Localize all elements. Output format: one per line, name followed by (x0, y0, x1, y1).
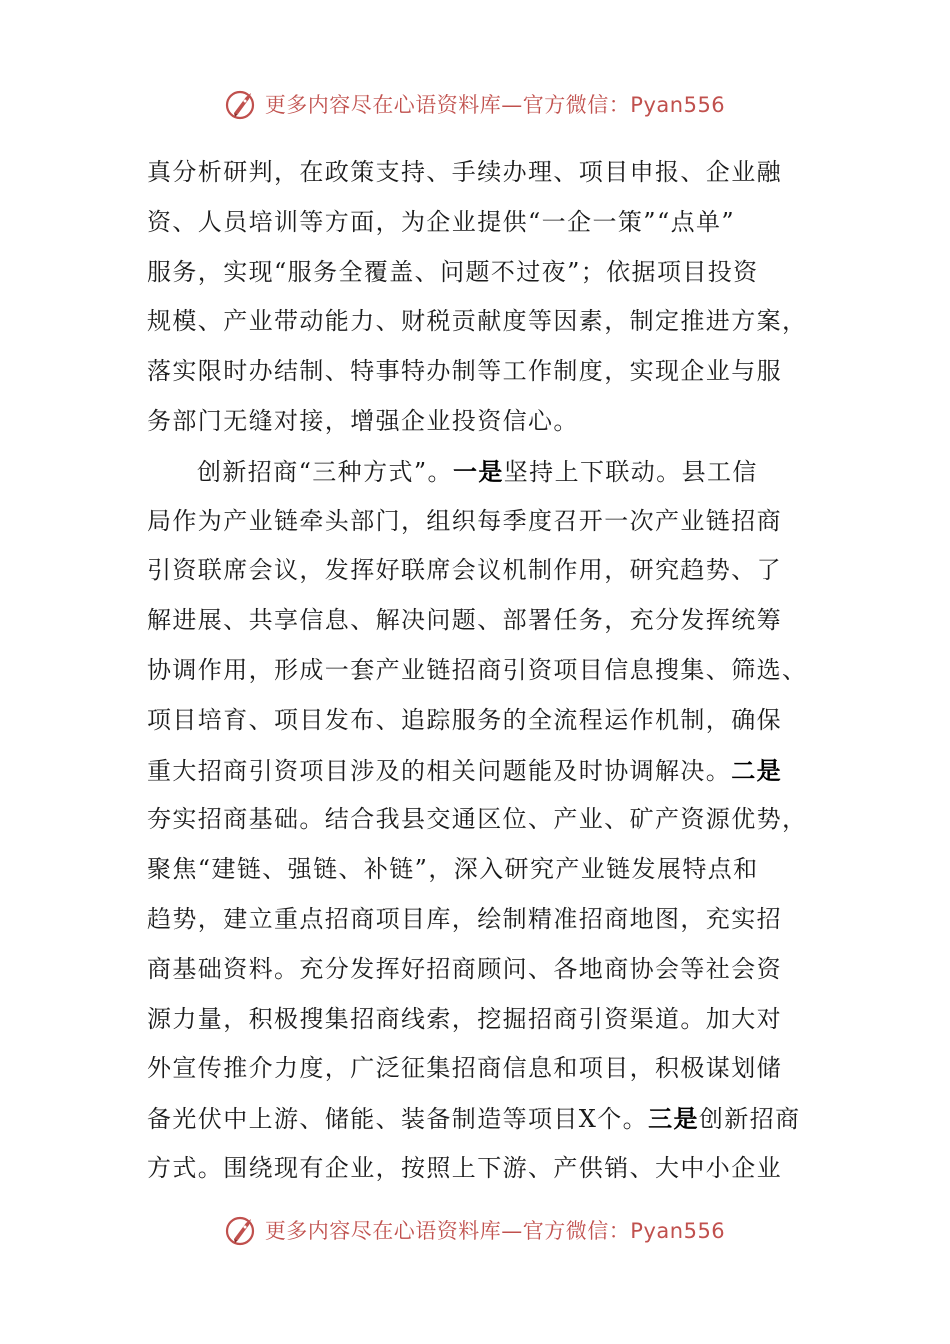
text-segment: 创新招商“三种方式”。 (197, 457, 453, 486)
watermark-footer (0, 1210, 950, 1250)
text-line (147, 148, 807, 198)
text-line (147, 248, 807, 298)
document-body (147, 148, 807, 1194)
text-segment: 外宣传推介力度，广泛征集招商信息和项目，积极谋划储 (147, 1054, 782, 1083)
text-segment: 规模、产业带动能力、财税贡献度等因素，制定推进方案， (147, 307, 808, 336)
text-line (147, 646, 807, 696)
text-segment: 解进展、共享信息、解决问题、部署任务，充分发挥统筹 (147, 606, 782, 635)
text-line (147, 198, 807, 248)
text-segment: 局作为产业链牵头部门，组织每季度召开一次产业链招商 (147, 506, 782, 535)
text-line (147, 845, 807, 895)
text-line (147, 347, 807, 397)
text-segment: 真分析研判，在政策支持、手续办理、项目申报、企业融 (147, 158, 782, 186)
text-line (147, 397, 807, 447)
watermark-text: 更多内容尽在心语资料库—官方微信：Pyan556 (264, 93, 726, 117)
bold-marker: 三是 (648, 1104, 699, 1134)
text-line (147, 297, 807, 347)
text-line (147, 1094, 807, 1144)
text-line (147, 995, 807, 1045)
text-segment: 坚持上下联动。县工信 (503, 457, 758, 486)
watermark-header (0, 84, 950, 124)
text-segment: 协调作用，形成一套产业链招商引资项目信息搜集、筛选、 (147, 655, 808, 684)
text-segment: 聚焦“建链、强链、补链”，深入研究产业链发展特点和 (147, 855, 759, 884)
text-segment: 落实限时办结制、特事特办制等工作制度，实现企业与服 (147, 357, 782, 386)
text-line (147, 497, 807, 547)
text-line (147, 795, 807, 845)
text-segment: 项目培育、项目发布、追踪服务的全流程运作机制，确保 (147, 705, 782, 734)
bold-marker: 一是 (452, 456, 504, 486)
text-line (147, 1044, 807, 1094)
text-segment: 源力量，积极搜集招商线索，挖掘招商引资渠道。加大对 (147, 1004, 782, 1033)
text-line (147, 546, 807, 596)
watermark-text: 更多内容尽在心语资料库—官方微信：Pyan556 (264, 1219, 726, 1243)
text-segment: 备光伏中上游、储能、装备制造等项目X个。 (147, 1105, 649, 1134)
text-segment: 方式。围绕现有企业，按照上下游、产供销、大中小企业 (147, 1153, 782, 1182)
text-line (147, 596, 807, 646)
text-line (147, 895, 807, 945)
text-line (147, 447, 807, 497)
text-line (147, 945, 807, 995)
text-segment: 商基础资料。充分发挥好招商顾问、各地商协会等社会资 (147, 954, 782, 983)
text-line (147, 1144, 807, 1194)
pen-nib-circle-icon (225, 87, 259, 121)
text-line (147, 746, 807, 796)
text-line (147, 696, 807, 746)
text-segment: 务部门无缝对接，增强企业投资信心。 (147, 406, 579, 435)
bold-marker: 二是 (731, 755, 783, 785)
text-segment: 资、人员培训等方面，为企业提供“一企一策”“点单” (147, 207, 736, 236)
text-segment: 重大招商引资项目涉及的相关问题能及时协调解决。 (147, 756, 732, 785)
text-segment: 引资联席会议，发挥好联席会议机制作用，研究趋势、了 (147, 556, 782, 585)
text-segment: 趋势，建立重点招商项目库，绘制精准招商地图，充实招 (147, 904, 782, 933)
text-segment: 创新招商 (698, 1105, 801, 1134)
pen-nib-circle-icon (225, 1213, 259, 1247)
text-segment: 服务，实现“服务全覆盖、问题不过夜”；依据项目投资 (147, 257, 759, 286)
text-segment: 夯实招商基础。结合我县交通区位、产业、矿产资源优势， (147, 805, 808, 834)
